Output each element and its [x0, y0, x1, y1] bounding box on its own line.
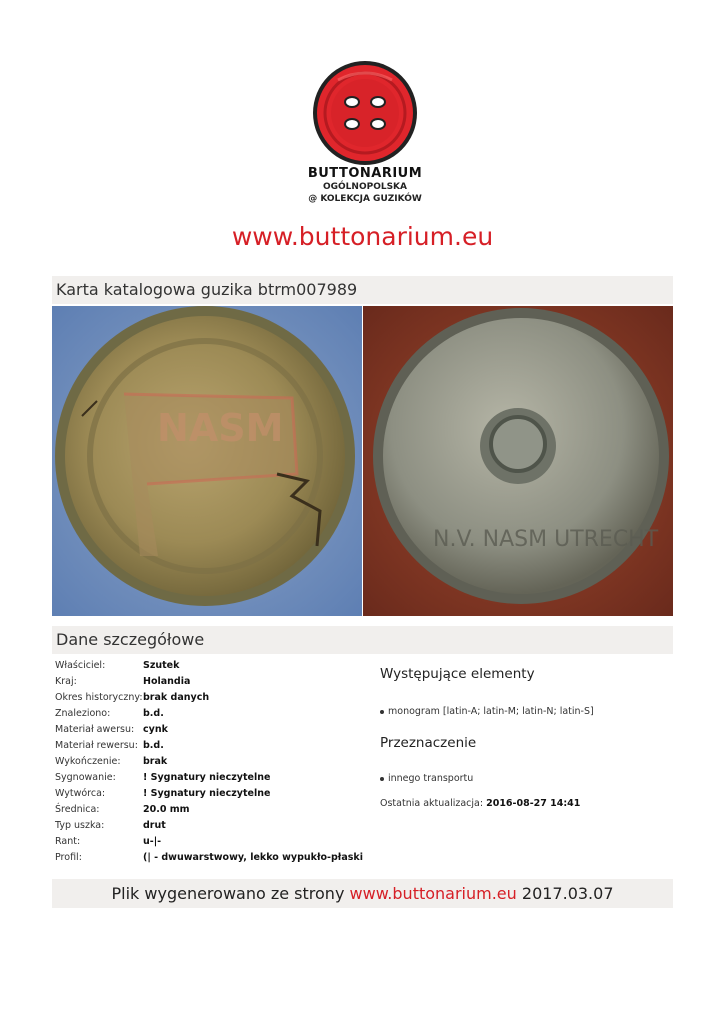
brand-text	[290, 166, 440, 205]
detail-value: cynk	[143, 724, 168, 735]
detail-value: Szutek	[143, 660, 180, 671]
front-embossed-text: NASM	[157, 406, 284, 450]
detail-row	[55, 738, 375, 754]
footer-prefix: Plik wygenerowano ze strony	[111, 884, 345, 903]
brand-tagline: @ KOLEKCJA GUZIKÓW	[308, 194, 422, 204]
detail-value: brak danych	[143, 692, 210, 703]
detail-row	[55, 818, 375, 834]
list-item	[380, 773, 670, 784]
card-title: Karta katalogowa guzika btrm007989	[56, 280, 358, 299]
list-item	[380, 706, 670, 717]
detail-row	[55, 754, 375, 770]
photos-row	[52, 306, 673, 616]
last-update	[380, 798, 670, 809]
detail-row	[55, 802, 375, 818]
detail-row	[55, 786, 375, 802]
detail-row	[55, 834, 375, 850]
detail-label: Rant:	[55, 836, 81, 847]
purpose-heading: Przeznaczenie	[380, 735, 477, 751]
update-value: 2016-08-27 14:41	[486, 798, 581, 809]
footer-bar	[52, 879, 673, 908]
card-title-bar	[52, 276, 673, 304]
element-item: monogram [latin-A; latin-M; latin-N; latin-S]	[388, 706, 594, 717]
detail-row	[55, 706, 375, 722]
red-button-icon	[300, 58, 430, 168]
detail-value: drut	[143, 820, 166, 831]
detail-value: ! Sygnatury nieczytelne	[143, 788, 271, 799]
detail-value: u-|-	[143, 836, 162, 847]
detail-value: 20.0 mm	[143, 804, 190, 815]
update-label: Ostatnia aktualizacja:	[380, 798, 484, 809]
back-embossed-text: N.V. NASM UTRECHT	[433, 527, 659, 552]
detail-value: Holandia	[143, 676, 191, 687]
brand-subtitle: OGÓLNOPOLSKA	[322, 182, 407, 192]
detail-value: ! Sygnatury nieczytelne	[143, 772, 271, 783]
detail-label: Znaleziono:	[55, 708, 111, 719]
detail-label: Średnica:	[55, 804, 100, 815]
site-url-link[interactable]: www.buttonarium.eu	[231, 222, 494, 251]
brand-name: BUTTONARIUM	[307, 166, 423, 181]
details-title: Dane szczegółowe	[56, 630, 205, 649]
detail-label: Typ uszka:	[55, 820, 105, 831]
right-column	[380, 666, 670, 809]
detail-row	[55, 674, 375, 690]
detail-label: Właściciel:	[55, 660, 106, 671]
detail-label: Wykończenie:	[55, 756, 121, 767]
details-title-bar	[52, 626, 673, 654]
detail-label: Okres historyczny:	[55, 692, 143, 703]
detail-row	[55, 658, 375, 674]
details-table	[55, 658, 375, 866]
detail-value: brak	[143, 756, 168, 767]
detail-row	[55, 690, 375, 706]
detail-row	[55, 722, 375, 738]
bullet-icon	[380, 710, 384, 714]
detail-label: Kraj:	[55, 676, 77, 687]
detail-value: b.d.	[143, 708, 164, 719]
button-front-photo	[52, 306, 362, 616]
detail-label: Materiał awersu:	[55, 724, 135, 735]
detail-row	[55, 850, 375, 866]
purpose-item: innego transportu	[388, 773, 474, 784]
detail-label: Sygnowanie:	[55, 772, 116, 783]
detail-label: Wytwórca:	[55, 788, 106, 799]
bullet-icon	[380, 777, 384, 781]
detail-row	[55, 770, 375, 786]
detail-value: b.d.	[143, 740, 164, 751]
detail-label: Profil:	[55, 852, 82, 863]
detail-value: (| - dwuwarstwowy, lekko wypukło-płaski	[143, 852, 363, 863]
footer-url-link[interactable]: www.buttonarium.eu	[349, 884, 517, 903]
footer-date: 2017.03.07	[521, 884, 614, 903]
detail-label: Materiał rewersu:	[55, 740, 138, 751]
button-back-photo	[363, 306, 673, 616]
elements-heading: Występujące elementy	[380, 666, 535, 682]
